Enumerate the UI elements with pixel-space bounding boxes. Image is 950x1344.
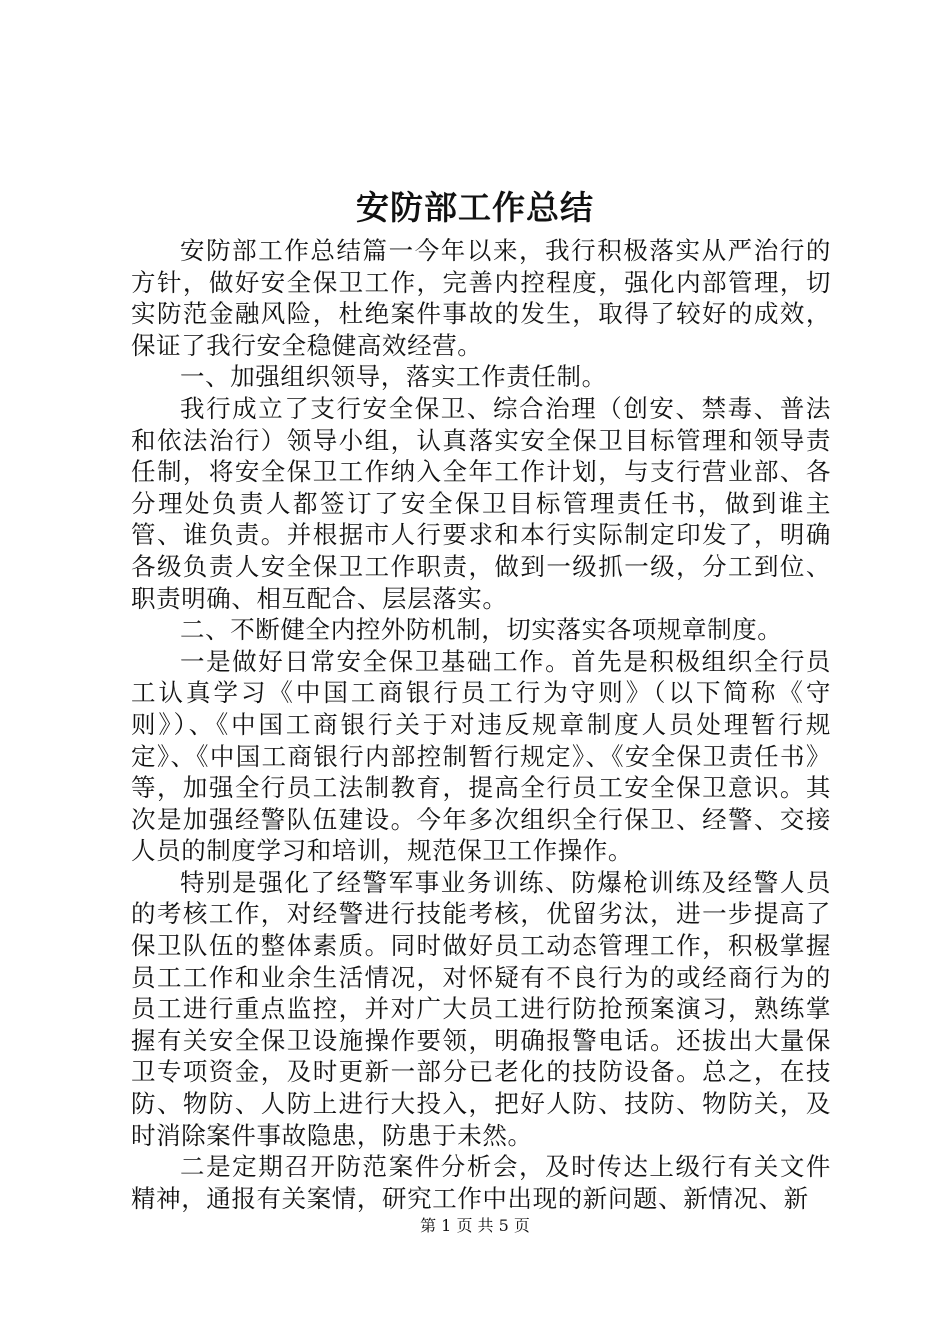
document-body	[131, 235, 831, 1214]
paragraph-daily-security: 一是做好日常安全保卫基础工作。首先是积极组织全行员工认真学习《中国工商银行员工行为守则》（以下简称《守则》）、《中国工商银行关于对违反规章制度人员处理暂行规定》、《中国工商银行内部控制暂行规定》、《安全保卫责任书》等，加强全行员工法制教育，提高全行员工安全保卫意识。其次是加强经警队伍建设。今年多次组织全行保卫、经警、交接人员的制度学习和培训，规范保卫工作操作。	[131, 646, 831, 866]
section-heading-2: 二、不断健全内控外防机制，切实落实各项规章制度。	[180, 615, 783, 645]
paragraph-case-analysis: 二是定期召开防范案件分析会，及时传达上级行有关文件精神，通报有关案情，研究工作中出现的新问题、新情况、新	[131, 1152, 831, 1213]
page-footer: 第 1 页 共 5 页	[420, 1216, 530, 1235]
paragraph-organization: 我行成立了支行安全保卫、综合治理（创安、禁毒、普法和依法治行）领导小组，认真落实安全保卫目标管理和领导责任制，将安全保卫工作纳入全年工作计划，与支行营业部、各分理处负责人都签订了安全保卫目标管理责任书，做到谁主管、谁负责。并根据市人行要求和本行实际制定印发了，明确各级负责人安全保卫工作职责，做到一级抓一级，分工到位、职责明确、相互配合、层层落实。	[131, 393, 831, 613]
paragraph-guard-training: 特别是强化了经警军事业务训练、防爆枪训练及经警人员的考核工作，对经警进行技能考核，优留劣汰，进一步提高了保卫队伍的整体素质。同时做好员工动态管理工作，积极掌握员工工作和业余生活情况，对怀疑有不良行为的或经商行为的员工进行重点监控，并对广大员工进行防抢预案演习，熟练掌握有关安全保卫设施操作要领，明确报警电话。还拔出大量保卫专项资金，及时更新一部分已老化的技防设备。总之，在技防、物防、人防上进行大投入，把好人防、技防、物防关，及时消除案件事故隐患，防患于未然。	[131, 867, 831, 1150]
paragraph-intro: 安防部工作总结篇一今年以来，我行积极落实从严治行的方针，做好安全保卫工作，完善内控程度，强化内部管理，切实防范金融风险，杜绝案件事故的发生，取得了较好的成效，保证了我行安全稳健高效经营。	[131, 236, 831, 360]
document-title: 安防部工作总结	[356, 188, 594, 227]
section-heading-1: 一、加强组织领导，落实工作责任制。	[180, 362, 607, 392]
